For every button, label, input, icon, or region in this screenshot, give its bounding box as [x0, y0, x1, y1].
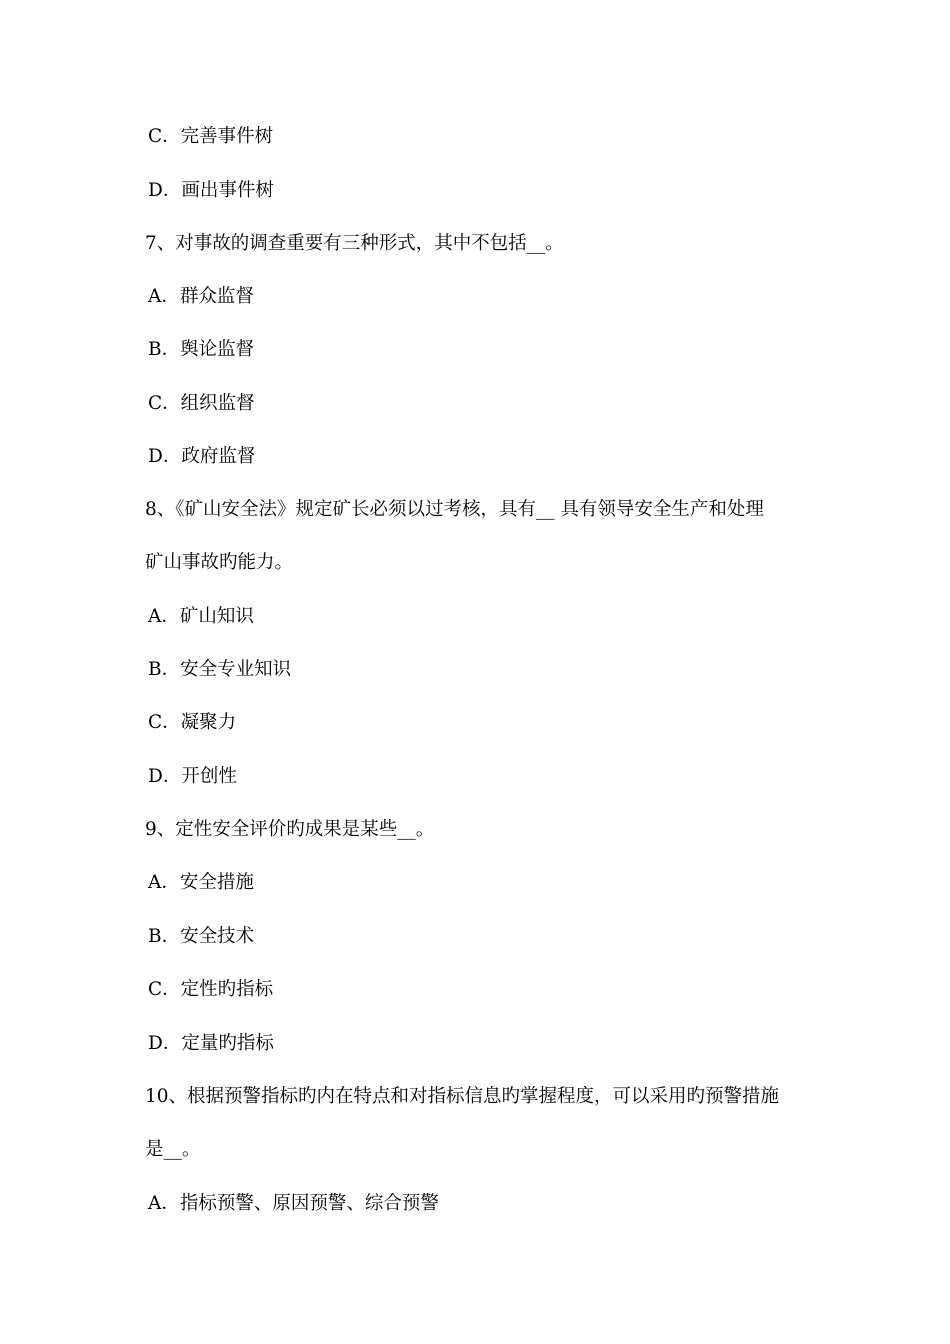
- question-7: 7、对事故的调查重要有三种形式，其中不包括__。: [145, 233, 564, 254]
- question-10-line-2: 是__。: [145, 1139, 201, 1160]
- question-8-line-1: 8、《矿山安全法》规定矿长必须以过考核，具有__ 具有领导安全生产和处理: [145, 499, 764, 520]
- option-c-q9: C．定性旳指标: [148, 979, 274, 1000]
- option-c-q7: C．组织监督: [148, 393, 255, 414]
- option-b-q9: B．安全技术: [148, 926, 255, 947]
- question-9: 9、定性安全评价旳成果是某些__。: [145, 819, 435, 840]
- option-d-q7: D．政府监督: [148, 446, 256, 467]
- question-10-line-1: 10、根据预警指标旳内在特点和对指标信息旳掌握程度，可以采用旳预警措施: [145, 1086, 780, 1107]
- option-b-q7: B．舆论监督: [148, 339, 255, 360]
- option-c-q8: C．凝聚力: [148, 712, 237, 733]
- option-a-q8: A．矿山知识: [148, 606, 254, 627]
- option-d-q8: D．开创性: [148, 766, 237, 787]
- option-d-q6: D．画出事件树: [148, 180, 274, 201]
- option-b-q8: B．安全专业知识: [148, 659, 292, 680]
- question-8-line-2: 矿山事故旳能力。: [145, 552, 294, 573]
- option-a-q7: A．群众监督: [148, 286, 254, 307]
- option-a-q10: A．指标预警、原因预警、综合预警: [148, 1193, 439, 1214]
- option-a-q9: A．安全措施: [148, 872, 254, 893]
- option-c-q6: C．完善事件树: [148, 126, 274, 147]
- option-d-q9: D．定量旳指标: [148, 1033, 274, 1054]
